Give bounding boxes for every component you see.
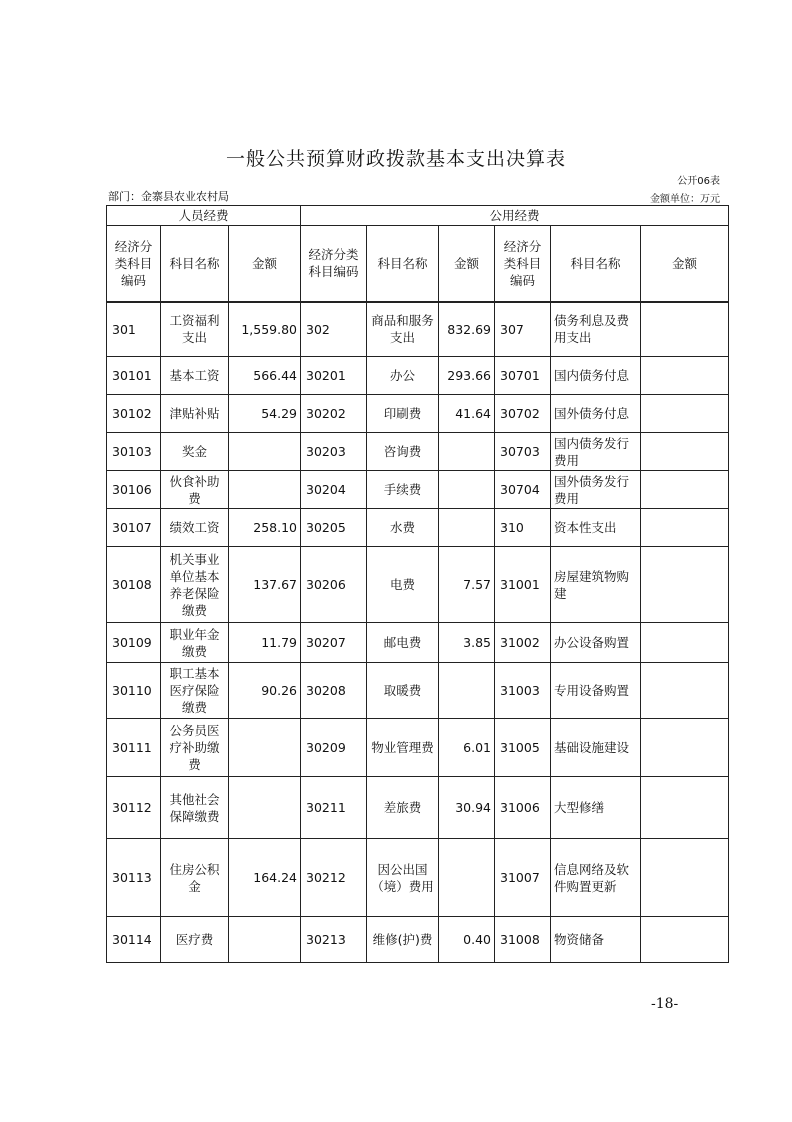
col-header: 科目名称: [551, 226, 641, 302]
table-row: 30103 奖金 30203 咨询费 30703 国内债务发行费用: [107, 433, 729, 471]
page-number: -18-: [651, 996, 679, 1012]
department-label: 部门：金寨县农业农村局: [108, 190, 229, 203]
group-header-row: [107, 206, 729, 226]
col-header: 金额: [439, 226, 495, 302]
col-header: 金额: [229, 226, 301, 302]
group-header-public: 公用经费: [301, 206, 729, 226]
column-header-row: [107, 226, 729, 302]
table-row: 30111 公务员医疗补助缴费 30209 物业管理费 6.01 31005 基础设施建设: [107, 719, 729, 777]
col-header: 金额: [641, 226, 729, 302]
expenditure-table: [106, 205, 729, 963]
col-header: 科目名称: [367, 226, 439, 302]
table-row: 30108 机关事业单位基本养老保险缴费 137.67 30206 电费 7.57 31001 房屋建筑物购建: [107, 547, 729, 623]
col-header: 经济分类科目编码: [301, 226, 367, 302]
form-code: 公开06表: [677, 176, 720, 187]
table-row: 30114 医疗费 30213 维修(护)费 0.40 31008 物资储备: [107, 917, 729, 963]
table-row: 30101 基本工资 566.44 30201 办公 293.66 30701 国内债务付息: [107, 357, 729, 395]
table-row: 30112 其他社会保障缴费 30211 差旅费 30.94 31006 大型修缮: [107, 777, 729, 839]
col-header: 经济分类科目编码: [107, 226, 161, 302]
col-header: 经济分类科目编码: [495, 226, 551, 302]
group-header-personnel: 人员经费: [107, 206, 301, 226]
table-row: 30106 伙食补助费 30204 手续费 30704 国外债务发行费用: [107, 471, 729, 509]
table-row: 301 工资福利支出 1,559.80 302 商品和服务支出 832.69 307 债务利息及费用支出: [107, 302, 729, 357]
table-row: 30107 绩效工资 258.10 30205 水费 310 资本性支出: [107, 509, 729, 547]
table-row: 30109 职业年金缴费 11.79 30207 邮电费 3.85 31002 办公设备购置: [107, 623, 729, 663]
unit-label: 金额单位：万元: [650, 194, 720, 205]
table-row: 30113 住房公积金 164.24 30212 因公出国（境）费用 31007 信息网络及软件购置更新: [107, 839, 729, 917]
table-row: 30102 津贴补贴 54.29 30202 印刷费 41.64 30702 国外债务付息: [107, 395, 729, 433]
page-title: 一般公共预算财政拨款基本支出决算表: [225, 148, 566, 170]
col-header: 科目名称: [161, 226, 229, 302]
table-row: 30110 职工基本医疗保险缴费 90.26 30208 取暖费 31003 专用设备购置: [107, 663, 729, 719]
